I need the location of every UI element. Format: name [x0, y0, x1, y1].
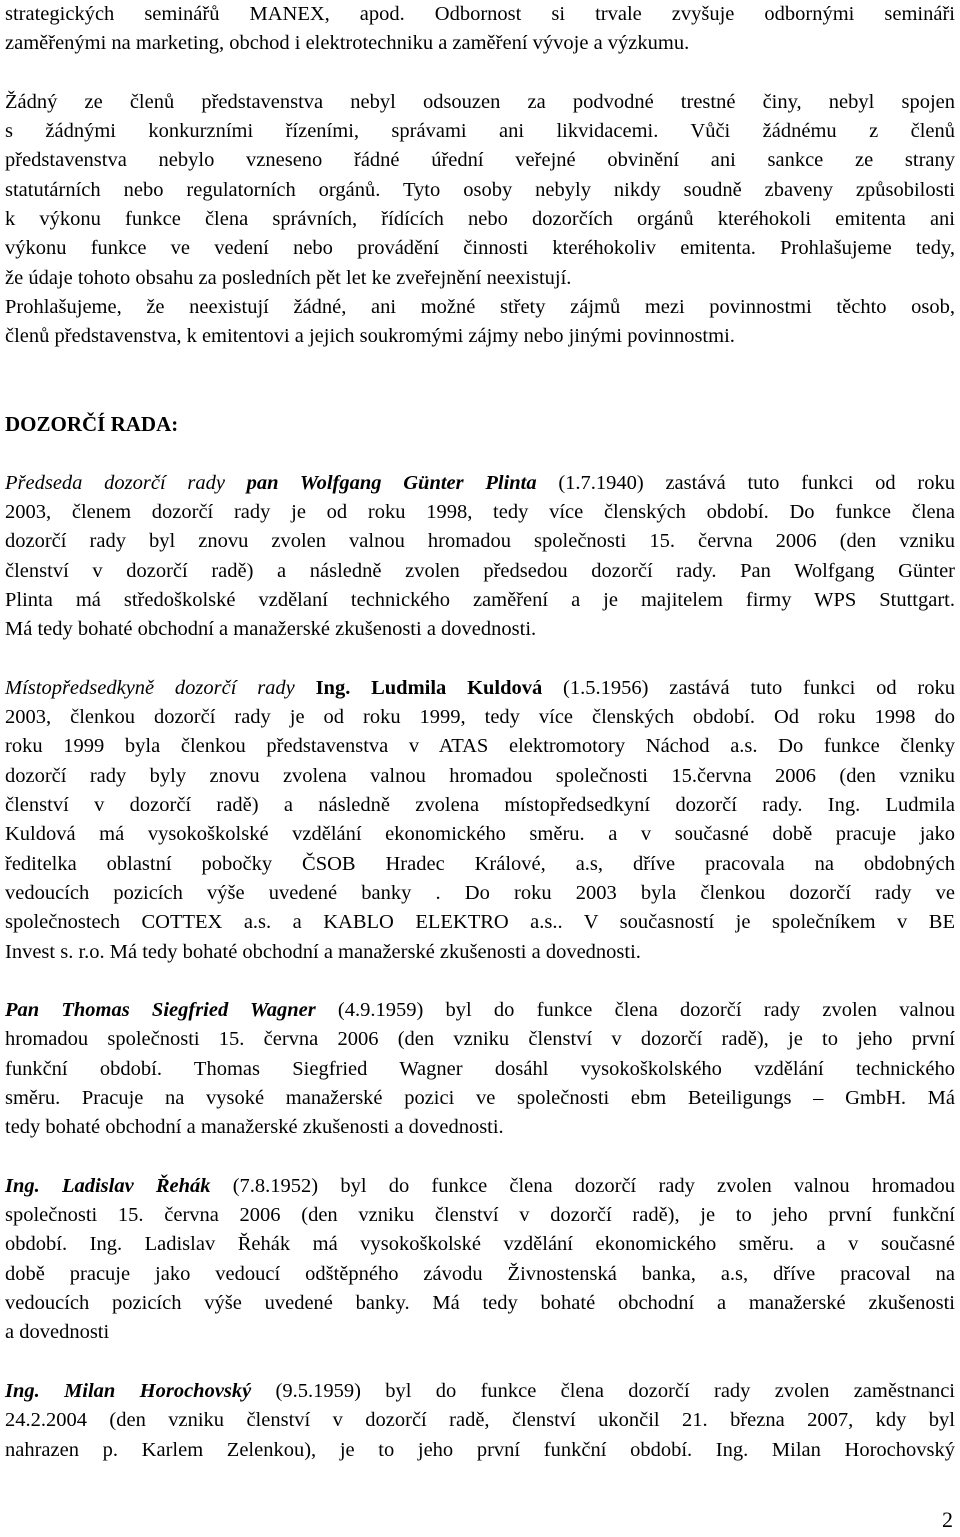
text-line: 2003, členem dozorčí rady je od roku 1998, tedy více členských období. Do funkce člena [5, 501, 955, 524]
member-first-line [5, 674, 955, 703]
text-line: zaměřenými na marketing, obchod i elektrotechniku a zaměření vývoje a výzkumu. [5, 32, 690, 55]
text-line: členů představenstva, k emitentovi a jejich soukromými zájmy nebo jinými povinnostmi. [5, 325, 735, 348]
member-role: Místopředsedkyně dozorčí rady [5, 676, 295, 699]
text-line: funkční období. Thomas Siegfried Wagner dosáhl vysokoškolského vzdělání technického [5, 1057, 955, 1080]
text-line: dozorčí rady byly znovu zvolena valnou hromadou společnosti 15.června 2006 (den vzniku [5, 764, 955, 787]
member-paragraph [5, 996, 955, 1142]
page-number: 2 [942, 1507, 953, 1532]
paragraph-gap [5, 59, 955, 88]
text-line: roku 1999 byla členkou představenstva v ATAS elektromotory Náchod a.s. Do funkce členky [5, 735, 955, 758]
text-line: tedy bohaté obchodní a manažerské zkušenosti a dovednosti. [5, 1116, 504, 1139]
text-line: Kuldová má vysokoškolské vzdělání ekonomického směru. a v současné době pracuje jako [5, 823, 955, 846]
member-first-line-rest: (1.7.1940) zastává tuto funkci od roku [536, 471, 955, 494]
text-line: společnostech COTTEX a.s. a KABLO ELEKTRO a.s.. V současností je společníkem v BE [5, 911, 955, 934]
text-line: směru. Pracuje na vysoké manažerské pozici ve společnosti ebm Beteiligungs – GmbH. Má [5, 1086, 955, 1109]
paragraph-gap [5, 1143, 955, 1172]
text-line: členství v dozorčí radě) a následně zvolena místopředsedkyní dozorčí rady. Ing. Ludmila [5, 794, 955, 817]
text-line: výkonu funkce ve vedení nebo provádění činnosti kteréhokoliv emitenta. Prohlašujeme tedy, [5, 237, 955, 260]
text-line: Žádný ze členů představenstva nebyl odsouzen za podvodné trestné činy, nebyl spojen [5, 90, 955, 113]
text-line: statutárních nebo regulatorních orgánů. Tyto osoby nebyly nikdy soudně zbaveny způsobilosti [5, 178, 955, 201]
member-first-line [5, 1377, 955, 1406]
text-line: společnosti 15. června 2006 (den vzniku členství v dozorčí radě), je to jeho první funkční [5, 1204, 955, 1227]
member-role: Předseda dozorčí rady [5, 471, 225, 494]
text-line: strategických seminářů MANEX, apod. Odbornost si trvale zvyšuje odbornými semináři [5, 3, 955, 25]
text-line: Prohlašujeme, že neexistují žádné, ani možné střety zájmů mezi povinnostmi těchto osob, [5, 295, 955, 318]
text-line: hromadou společnosti 15. června 2006 (den vzniku členství v dozorčí radě), je to jeho první [5, 1028, 955, 1051]
text-line: vedoucích pozicích výše uvedené banky. Má tedy bohaté obchodní a manažerské zkušenosti [5, 1292, 955, 1315]
member-first-line-rest: (4.9.1959) byl do funkce člena dozorčí rady zvolen valnou [315, 999, 955, 1022]
text-line: s žádnými konkurzními řízeními, správami ani likvidacemi. Vůči žádnému z členů [5, 120, 955, 143]
member-name: Pan Thomas Siegfried Wagner [5, 999, 316, 1022]
member-name: pan Wolfgang Günter Plinta [246, 471, 537, 494]
text-line: době pracuje jako vedoucí odštěpného závodu Živnostenská banka, a.s, dříve pracoval na [5, 1262, 955, 1285]
paragraph-gap [5, 967, 955, 996]
member-paragraph [5, 674, 955, 967]
text-line: 24.2.2004 (den vzniku členství v dozorčí radě, členství ukončil 21. března 2007, kdy byl [5, 1409, 955, 1432]
member-name: Ing. Ludmila Kuldová [315, 676, 543, 699]
document-page [5, 0, 955, 1465]
intro-paragraphs [5, 0, 955, 352]
text-line: Má tedy bohaté obchodní a manažerské zkušenosti a dovednosti. [5, 618, 537, 641]
text-line: nahrazen p. Karlem Zelenkou), je to jeho první funkční období. Ing. Milan Horochovský [5, 1438, 955, 1461]
member-first-line-rest: (1.5.1956) zastává tuto funkci od roku [542, 676, 955, 699]
paragraph-gap [5, 645, 955, 674]
paragraph-gap [5, 1348, 955, 1377]
member-paragraph [5, 1172, 955, 1348]
text-line: dozorčí rady byl znovu zvolen valnou hromadou společnosti 15. června 2006 (den vzniku [5, 530, 955, 553]
text-line: období. Ing. Ladislav Řehák má vysokoškolské vzdělání ekonomického směru. a v současné [5, 1233, 955, 1256]
text-line: že údaje tohoto obsahu za posledních pět let ke zveřejnění neexistují. [5, 266, 572, 289]
member-first-line [5, 996, 955, 1025]
text-line: vedoucích pozicích výše uvedené banky . Do roku 2003 byla členkou dozorčí rady ve [5, 881, 955, 904]
text-line: členství v dozorčí radě) a následně zvolen předsedou dozorčí rady. Pan Wolfgang Günter [5, 559, 955, 582]
text-line: k výkonu funkce člena správních, řídících nebo dozorčích orgánů kteréhokoli emitenta ani [5, 208, 955, 231]
text-line: Invest s. r.o. Má tedy bohaté obchodní a manažerské zkušenosti a dovednosti. [5, 940, 641, 963]
member-first-line-rest: (9.5.1959) byl do funkce člena dozorčí rady zvolen zaměstnanci [251, 1379, 956, 1402]
text-line: představenstva nebylo vzneseno řádné úřední veřejné obvinění ani sankce ze strany [5, 149, 955, 172]
section-heading: DOZORČÍ RADA: [5, 412, 179, 437]
paragraph-gap [5, 381, 955, 410]
member-paragraph [5, 469, 955, 645]
member-name: Ing. Milan Horochovský [5, 1379, 252, 1402]
text-line: a dovednosti [5, 1321, 110, 1344]
paragraph-gap [5, 439, 955, 468]
member-first-line [5, 469, 955, 498]
member-first-line [5, 1172, 955, 1201]
paragraph-gap [5, 352, 955, 381]
text-line: 2003, členkou dozorčí rady je od roku 1999, tedy více členských období. Od roku 1998 do [5, 706, 955, 729]
member-name: Ing. Ladislav Řehák [5, 1174, 211, 1197]
text-line: Plinta má středoškolské vzdělaní technického zaměření a je majitelem firmy WPS Stuttgart. [5, 588, 955, 611]
text-line: ředitelka oblastní pobočky ČSOB Hradec Králové, a.s, dříve pracovala na obdobných [5, 852, 955, 875]
member-first-line-rest: (7.8.1952) byl do funkce člena dozorčí rady zvolen valnou hromadou [210, 1174, 955, 1197]
member-paragraph [5, 1377, 955, 1465]
